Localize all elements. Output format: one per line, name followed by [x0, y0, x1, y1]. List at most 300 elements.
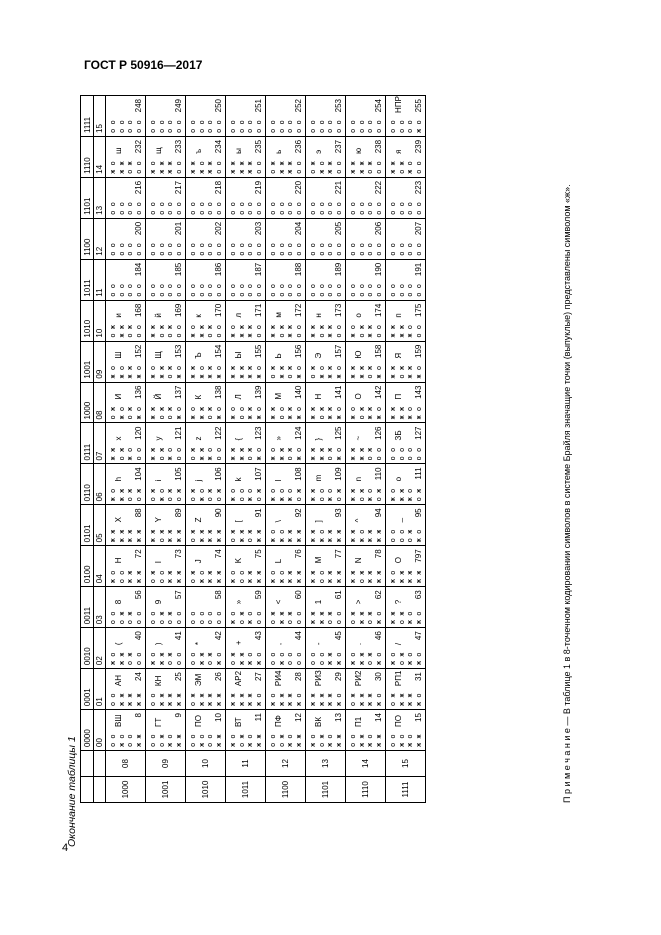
- row-binary-label: 1110: [346, 777, 386, 803]
- cell-content: [346, 587, 385, 627]
- decimal-code: 12: [294, 713, 303, 722]
- decimal-code: 30: [374, 672, 383, 682]
- decimal-code: 139: [254, 385, 263, 399]
- character-symbol: О: [354, 393, 363, 400]
- table-cell: [146, 341, 186, 382]
- braille-dot-pattern: ж о ж ж о ж ж о: [269, 447, 303, 461]
- table-note: П р и м е ч а н и е — В таблице 1 в 8-точечном кодировании символов в системе Брайля значащие точки (выпуклые) представлены символом «ж».: [562, 184, 572, 803]
- character-symbol: 8: [114, 599, 123, 605]
- character-symbol: <: [274, 599, 283, 605]
- braille-dot-pattern: о о о о о о о о: [109, 284, 143, 297]
- braille-dot-pattern: о о о ж ж о ж ж: [149, 734, 183, 747]
- cell-content: [146, 301, 185, 341]
- character-symbol: 1: [314, 599, 323, 605]
- table-cell: [146, 96, 186, 137]
- decimal-code: 152: [134, 344, 143, 358]
- column-hex-header: 01: [94, 669, 106, 710]
- column-binary-header: 0111: [81, 423, 94, 464]
- table-cell: [306, 669, 346, 710]
- table-cell: [306, 546, 346, 587]
- character-symbol: o: [394, 476, 403, 482]
- table-cell: [346, 546, 386, 587]
- character-symbol: Ю: [354, 350, 363, 359]
- decimal-code: 252: [294, 99, 303, 113]
- braille-dot-pattern: ж ж ж ж о ж о о: [309, 611, 343, 625]
- braille-dot-pattern: ж ж ж ж о ж о о: [349, 447, 383, 461]
- braille-dot-pattern: ж о ж ж о ж о ж: [109, 488, 143, 502]
- cell-content: [346, 710, 385, 750]
- braille-dot-pattern: о о о о о о о о: [189, 120, 223, 133]
- decimal-code: 93: [334, 508, 343, 518]
- table-cell: [346, 259, 386, 300]
- table-row: [266, 96, 306, 803]
- braille-dot-pattern: ж ж о ж ж ж ж ж: [349, 570, 383, 584]
- decimal-code: 171: [254, 303, 263, 318]
- table-cell: [386, 710, 426, 751]
- table-cell: [146, 136, 186, 177]
- braille-dot-pattern: о о о о о о о о: [349, 243, 383, 256]
- decimal-code: 60: [294, 590, 303, 600]
- cell-content: [186, 96, 225, 136]
- character-symbol: ВК: [314, 717, 323, 727]
- table-cell: [386, 505, 426, 546]
- character-symbol: о: [354, 313, 363, 318]
- braille-dot-pattern: о о о о о о о о: [109, 120, 143, 133]
- table-cell: [266, 587, 306, 628]
- table-cell: [186, 96, 226, 137]
- cell-content: [346, 383, 385, 423]
- cell-content: [226, 383, 265, 423]
- table-cell: [226, 505, 266, 546]
- braille-dot-pattern: о о о о о о о о: [389, 447, 423, 461]
- braille-dot-pattern: ж о ж ж о ж ж о: [149, 365, 183, 379]
- table-cell: [346, 710, 386, 751]
- row-hex-label: 15: [386, 751, 426, 777]
- table-cell: [146, 546, 186, 587]
- decimal-code: 110: [374, 467, 383, 481]
- cell-content: [146, 669, 185, 709]
- decimal-code: 174: [374, 303, 383, 318]
- braille-dot-pattern: о ж ж ж ж ж ж ж: [189, 529, 223, 543]
- column-hex-header: 13: [94, 177, 106, 218]
- decimal-code: 175: [414, 303, 423, 318]
- character-symbol: (: [114, 642, 123, 646]
- decimal-code: 29: [334, 672, 343, 682]
- cell-content: [386, 546, 425, 586]
- cell-content: [306, 710, 345, 750]
- table-cell: [386, 259, 426, 300]
- decimal-code: 73: [174, 549, 183, 559]
- cell-content: [346, 178, 385, 218]
- decimal-code: 92: [294, 508, 303, 518]
- decimal-code: 797: [414, 549, 423, 563]
- decimal-code: 190: [374, 262, 383, 277]
- cell-content: [266, 342, 305, 382]
- row-hex-label: 14: [346, 751, 386, 777]
- cell-content: [106, 301, 145, 341]
- cell-content: [106, 260, 145, 300]
- table-cell: [226, 464, 266, 505]
- character-symbol: ВШ: [114, 714, 123, 727]
- decimal-code: 185: [174, 262, 183, 277]
- cell-content: [266, 219, 305, 259]
- braille-dot-pattern: ж ж ж о ж ж ж о: [189, 365, 223, 379]
- cell-content: [266, 546, 305, 586]
- column-binary-header: 1101: [81, 177, 94, 218]
- row-binary-label: 1111: [386, 777, 426, 803]
- table-cell: [266, 423, 306, 464]
- column-binary-header: 0100: [81, 546, 94, 587]
- table-cell: [266, 382, 306, 423]
- braille-dot-pattern: о о о о о о о о: [149, 120, 183, 133]
- decimal-code: 222: [374, 180, 383, 195]
- braille-dot-pattern: о о о о о о о о: [269, 243, 303, 256]
- cell-content: [306, 383, 345, 423]
- character-symbol: Щ: [154, 351, 163, 359]
- table-cell: [106, 464, 146, 505]
- table-cell: [106, 300, 146, 341]
- character-symbol: РИЗ: [314, 670, 323, 687]
- cell-content: [346, 219, 385, 259]
- table-cell: [386, 177, 426, 218]
- decimal-code: 169: [174, 303, 183, 318]
- braille-dot-pattern: о ж ж о ж ж ж ж: [189, 570, 223, 584]
- table-cell: [186, 669, 226, 710]
- cell-content: [186, 342, 225, 382]
- cell-content: [266, 383, 305, 423]
- braille-dot-pattern: ж ж ж ж ж ж ж о: [229, 693, 263, 707]
- decimal-code: 205: [334, 221, 343, 236]
- braille-dot-pattern: о о о о ж ж ж о: [309, 652, 343, 666]
- column-binary-header: 1001: [81, 341, 94, 382]
- character-symbol: К: [194, 394, 203, 400]
- decimal-code: 202: [214, 221, 223, 236]
- braille-dot-pattern: ж о ж о ж ж ж ж: [269, 529, 303, 543]
- table-row: [346, 96, 386, 803]
- braille-dot-pattern: о о о о о о о о: [309, 120, 343, 133]
- braille-dot-pattern: о о о о о о о о: [189, 284, 223, 297]
- cell-content: [146, 260, 185, 300]
- character-symbol: ?: [394, 599, 403, 605]
- table-cell: [346, 177, 386, 218]
- cell-content: [106, 178, 145, 218]
- decimal-code: 207: [414, 221, 423, 236]
- braille-dot-pattern: ж ж о ж ж ж ж о: [389, 365, 423, 379]
- braille-dot-pattern: ж ж о ж ж о ж о: [389, 611, 423, 625]
- decimal-code: 9: [174, 713, 183, 718]
- table-cell: [346, 136, 386, 177]
- table-cell: [106, 177, 146, 218]
- cell-content: [386, 260, 425, 300]
- column-hex-header: 07: [94, 423, 106, 464]
- character-symbol: ъ: [194, 148, 203, 154]
- cell-content: [266, 96, 305, 136]
- table-cell: [266, 464, 306, 505]
- character-symbol: .: [354, 642, 363, 646]
- table-cell: [226, 136, 266, 177]
- cell-content: [386, 628, 425, 668]
- decimal-code: 126: [374, 426, 383, 440]
- cell-content: [386, 587, 425, 627]
- cell-content: [186, 464, 225, 504]
- decimal-code: 138: [214, 385, 223, 399]
- cell-content: [226, 219, 265, 259]
- table-cell: [346, 587, 386, 628]
- character-symbol: НПР: [394, 96, 403, 113]
- table-cell: [106, 710, 146, 751]
- character-symbol: [: [234, 520, 243, 523]
- table-cell: [186, 587, 226, 628]
- decimal-code: 220: [294, 180, 303, 195]
- decimal-code: 206: [374, 221, 383, 236]
- decimal-code: 239: [414, 139, 423, 154]
- braille-dot-pattern: ж о ж о ж ж ж о: [109, 365, 143, 379]
- decimal-code: 57: [174, 590, 183, 600]
- table-cell: [226, 587, 266, 628]
- braille-dot-pattern: о ж ж ж ж ж ж о: [349, 693, 383, 707]
- cell-content: [226, 669, 265, 709]
- table-cell: [226, 423, 266, 464]
- decimal-code: 91: [254, 508, 263, 518]
- decimal-code: 235: [254, 139, 263, 154]
- cell-content: [346, 669, 385, 709]
- table-cell: [346, 96, 386, 137]
- character-symbol: н: [314, 313, 323, 318]
- character-symbol: ь: [274, 149, 283, 154]
- decimal-code: 251: [254, 99, 263, 113]
- decimal-code: 219: [254, 180, 263, 195]
- cell-content: [306, 505, 345, 545]
- cell-content: [386, 669, 425, 709]
- decimal-code: 158: [374, 344, 383, 358]
- table-row: [226, 96, 266, 803]
- corner-cell: [94, 777, 106, 803]
- cell-content: [186, 669, 225, 709]
- decimal-code: 13: [334, 713, 343, 722]
- braille-dot-pattern: ж ж о о ж ж ж о: [269, 406, 303, 420]
- cell-content: [266, 178, 305, 218]
- cell-content: [186, 178, 225, 218]
- braille-dot-pattern: о о о о о о о о: [109, 202, 143, 215]
- character-symbol: L: [274, 558, 283, 564]
- table-row: [306, 96, 346, 803]
- cell-content: [306, 424, 345, 464]
- decimal-code: 201: [174, 221, 183, 236]
- cell-content: [306, 219, 345, 259]
- column-binary-header: 0011: [81, 587, 94, 628]
- table-cell: [106, 423, 146, 464]
- decimal-code: 153: [174, 344, 183, 358]
- braille-dot-pattern: о о о ж о ж о о: [149, 611, 183, 625]
- cell-content: [266, 669, 305, 709]
- decimal-code: 184: [134, 262, 143, 277]
- braille-dot-pattern: о о о о о о о о: [149, 202, 183, 215]
- cell-content: [266, 505, 305, 545]
- character-symbol: щ: [154, 147, 163, 154]
- character-symbol: РИ2: [354, 670, 363, 687]
- character-symbol: ы: [234, 148, 243, 154]
- braille-dot-pattern: ж о ж ж о ж ж о: [189, 406, 223, 420]
- cell-content: [146, 628, 185, 668]
- braille-dot-pattern: о ж ж о ж ж ж о: [309, 365, 343, 379]
- decimal-code: 189: [334, 262, 343, 277]
- character-symbol: »: [234, 599, 243, 605]
- character-symbol: Ш: [114, 351, 123, 359]
- table-cell: [346, 382, 386, 423]
- table-cell: [346, 341, 386, 382]
- character-symbol: ,: [274, 642, 283, 646]
- character-symbol: ш: [114, 147, 123, 154]
- decimal-code: 140: [294, 385, 303, 399]
- character-symbol: ПО: [194, 715, 203, 727]
- character-symbol: ЗБ: [394, 430, 403, 441]
- cell-content: [306, 628, 345, 668]
- cell-content: [266, 464, 305, 504]
- braille-dot-pattern: о о о о о о о о: [189, 243, 223, 256]
- table-cell: [226, 177, 266, 218]
- decimal-code: 122: [214, 426, 223, 440]
- cell-content: [386, 137, 425, 177]
- column-binary-header: 0000: [81, 710, 94, 751]
- corner-cell: [81, 751, 94, 777]
- cell-content: [146, 219, 185, 259]
- character-symbol: K: [234, 557, 243, 564]
- table-cell: [106, 341, 146, 382]
- braille-dot-pattern: ж ж о ж ж ж о о: [309, 324, 343, 338]
- decimal-code: 253: [334, 99, 343, 113]
- cell-content: [346, 342, 385, 382]
- braille-dot-pattern: ж о о ж ж ж ж о: [349, 406, 383, 420]
- table-cell: [106, 96, 146, 137]
- character-symbol: п: [394, 313, 403, 318]
- decimal-code: 74: [214, 549, 223, 559]
- row-hex-label: 10: [186, 751, 226, 777]
- cell-content: [146, 383, 185, 423]
- table-cell: [146, 218, 186, 259]
- decimal-code: 248: [134, 99, 143, 113]
- decimal-code: 123: [254, 426, 263, 440]
- column-hex-header: 14: [94, 136, 106, 177]
- row-hex-label: 13: [306, 751, 346, 777]
- decimal-code: 58: [214, 590, 223, 600]
- braille-dot-pattern: о о о о о о о о: [189, 611, 223, 625]
- character-symbol: РП1: [394, 670, 403, 687]
- table-cell: [386, 96, 426, 137]
- cell-content: [106, 505, 145, 545]
- braille-dot-pattern: о о ж ж ж ж ж ж: [109, 693, 143, 707]
- character-symbol: -: [314, 642, 323, 646]
- character-symbol: h: [114, 476, 123, 482]
- braille-dot-pattern: о ж о о ж ж ж ж: [149, 570, 183, 584]
- cell-content: [266, 301, 305, 341]
- column-binary-header: 1000: [81, 382, 94, 423]
- table-cell: [306, 218, 346, 259]
- decimal-code: 143: [414, 385, 423, 399]
- table-cell: [266, 341, 306, 382]
- braille-dot-pattern: о о о о о о о о: [149, 284, 183, 297]
- cell-content: [306, 342, 345, 382]
- decimal-code: 238: [374, 139, 383, 154]
- character-symbol: Н: [314, 393, 323, 400]
- braille-dot-pattern: ж о ж о ж ж ж ж: [269, 570, 303, 584]
- braille-dot-pattern: о о о о о о о о: [389, 243, 423, 256]
- character-symbol: X: [114, 516, 123, 523]
- braille-dot-pattern: ж ж ж о ж ж о о: [189, 161, 223, 174]
- braille-dot-pattern: ж ж о ж ж ж о о: [269, 324, 303, 338]
- character-symbol: ПО: [394, 715, 403, 727]
- character-symbol: /: [394, 642, 403, 646]
- braille-dot-pattern: о о о о о о о о: [229, 243, 263, 256]
- cell-content: [306, 464, 345, 504]
- cell-content: [146, 178, 185, 218]
- cell-content: [346, 96, 385, 136]
- table-cell: [306, 628, 346, 669]
- table-cell: [266, 259, 306, 300]
- row-binary-label: 1010: [186, 777, 226, 803]
- character-symbol: +: [234, 640, 243, 646]
- column-binary-header: 1011: [81, 259, 94, 300]
- decimal-code: 234: [214, 139, 223, 154]
- decimal-code: 124: [294, 426, 303, 440]
- row-binary-label: 1101: [306, 777, 346, 803]
- table-cell: [186, 300, 226, 341]
- cell-content: [386, 424, 425, 464]
- character-symbol: я: [394, 149, 403, 154]
- table-cell: [186, 546, 226, 587]
- decimal-code: 24: [134, 672, 143, 682]
- decimal-code: 41: [174, 631, 183, 641]
- braille-dot-pattern: о о о о о о о о: [349, 120, 383, 133]
- table-cell: [266, 505, 306, 546]
- character-symbol: м: [274, 312, 283, 318]
- character-symbol: ): [154, 642, 163, 646]
- table-cell: [266, 710, 306, 751]
- table-cell: [346, 505, 386, 546]
- table-cell: [186, 218, 226, 259]
- character-symbol: КН: [154, 675, 163, 687]
- column-binary-header: 0010: [81, 628, 94, 669]
- decimal-code: 26: [214, 672, 223, 682]
- decimal-code: 72: [134, 549, 143, 559]
- cell-content: [186, 424, 225, 464]
- table-cell: [226, 96, 266, 137]
- decimal-code: 137: [174, 385, 183, 399]
- character-symbol: И: [114, 393, 123, 400]
- braille-dot-pattern: ж ж ж ж ж о ж о: [389, 406, 423, 420]
- braille-dot-pattern: о о о о о о о о: [349, 202, 383, 215]
- cell-content: [106, 669, 145, 709]
- decimal-code: 250: [214, 99, 223, 113]
- decimal-code: 43: [254, 631, 263, 641]
- braille-dot-pattern: о о о о о о о о: [229, 284, 263, 297]
- cell-content: [186, 219, 225, 259]
- character-symbol: РИ4: [274, 670, 283, 687]
- character-symbol: АН: [114, 674, 123, 687]
- character-symbol: i: [154, 479, 163, 482]
- character-symbol: I: [154, 561, 163, 564]
- character-symbol: ^: [354, 518, 363, 523]
- rotated-content: [62, 91, 586, 851]
- table-cell: [146, 177, 186, 218]
- table-cell: [106, 136, 146, 177]
- cell-content: [226, 710, 265, 750]
- character-symbol: *: [194, 642, 203, 646]
- column-hex-header: 08: [94, 382, 106, 423]
- braille-dot-pattern: о о ж о ж о ж ж: [389, 734, 423, 747]
- decimal-code: 42: [214, 631, 223, 641]
- cell-content: [106, 383, 145, 423]
- table-cell: [106, 628, 146, 669]
